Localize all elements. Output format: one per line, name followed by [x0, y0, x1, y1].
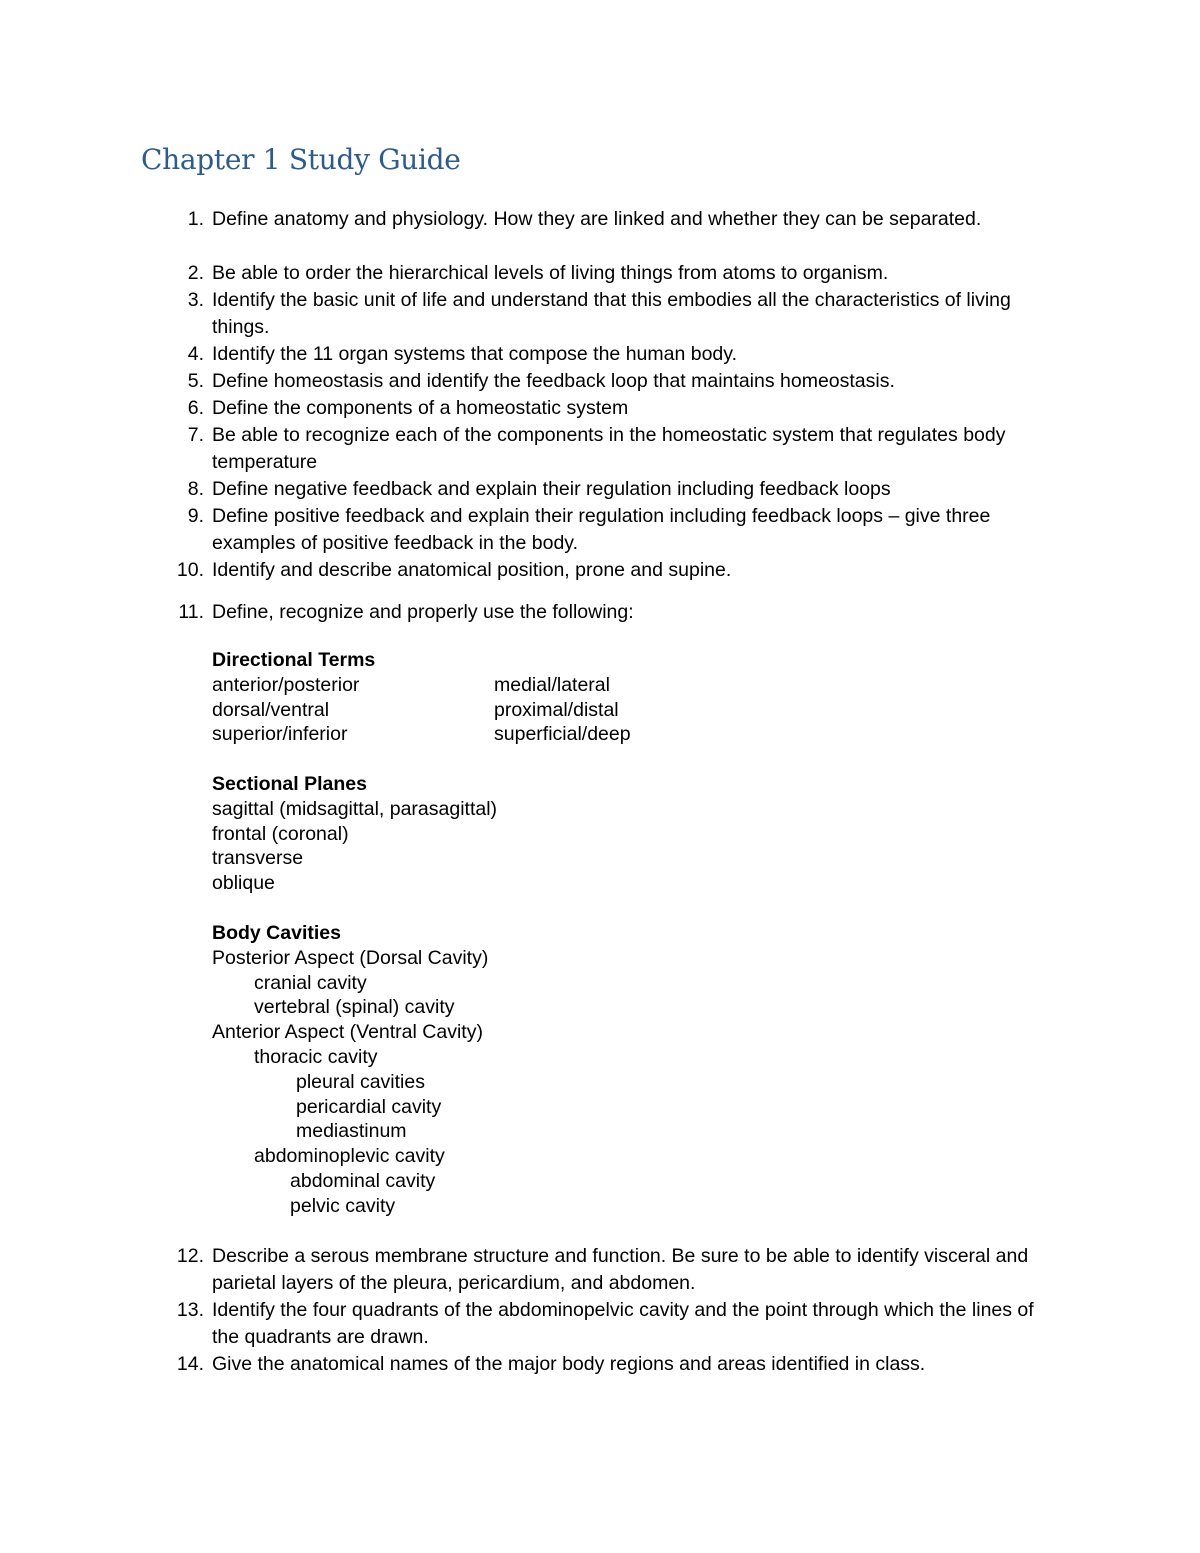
question-item	[160, 395, 1060, 422]
question-text: Define positive feedback and explain their regulation including feedback loops – give three examples of positive feedback in the body.	[212, 505, 991, 554]
sectional-planes-section	[212, 772, 497, 896]
question-text: Define negative feedback and explain their regulation including feedback loops	[212, 478, 891, 500]
question-text: Be able to recognize each of the components in the homeostatic system that regulates body temperature	[212, 424, 1006, 473]
cavity-item: abdominoplevic cavity	[254, 1145, 445, 1168]
question-text: Identify the basic unit of life and understand that this embodies all the characteristics of living things.	[212, 289, 1011, 338]
page-title: Chapter 1 Study Guide	[141, 143, 461, 176]
question-text: Define, recognize and properly use the following:	[212, 601, 634, 623]
question-text: Define the components of a homeostatic system	[212, 397, 629, 419]
term-right: medial/lateral	[494, 673, 610, 696]
question-number: 6.	[187, 397, 204, 419]
question-item	[160, 422, 1060, 476]
cavity-item: mediastinum	[296, 1120, 407, 1143]
plane-item: oblique	[212, 872, 275, 895]
question-item	[160, 260, 1060, 287]
question-item	[160, 287, 1060, 341]
term-row	[212, 722, 631, 747]
term-row	[212, 698, 631, 723]
question-item	[160, 1351, 1060, 1378]
question-number: 5.	[187, 370, 204, 392]
question-item	[160, 341, 1060, 368]
question-text: Identify and describe anatomical position, prone and supine.	[212, 559, 732, 581]
plane-item: transverse	[212, 847, 304, 870]
question-number: 10.	[176, 559, 204, 581]
term-right: proximal/distal	[494, 698, 619, 721]
question-item	[160, 503, 1060, 557]
plane-item: sagittal (midsagittal, parasagittal)	[212, 797, 498, 820]
question-number: 8.	[187, 478, 204, 500]
cavity-item: Anterior Aspect (Ventral Cavity)	[212, 1021, 483, 1044]
cavity-item: thoracic cavity	[254, 1045, 378, 1068]
cavity-item: pericardial cavity	[296, 1095, 442, 1118]
section-heading: Sectional Planes	[212, 773, 367, 795]
term-left: dorsal/ventral	[212, 698, 330, 721]
question-number: 9.	[187, 505, 204, 527]
cavity-item: vertebral (spinal) cavity	[254, 996, 455, 1019]
term-row	[212, 673, 631, 698]
question-item	[160, 368, 1060, 395]
question-item	[160, 1243, 1060, 1297]
question-number: 13.	[176, 1299, 204, 1321]
section-heading: Body Cavities	[212, 922, 341, 944]
section-heading: Directional Terms	[212, 649, 376, 671]
question-text: Give the anatomical names of the major body regions and areas identified in class.	[212, 1353, 926, 1375]
plane-item: frontal (coronal)	[212, 822, 349, 845]
question-number: 1.	[187, 208, 204, 230]
question-text: Define homeostasis and identify the feedback loop that maintains homeostasis.	[212, 370, 895, 392]
question-item	[160, 476, 1060, 503]
term-left: anterior/posterior	[212, 673, 360, 696]
question-text: Identify the four quadrants of the abdominopelvic cavity and the point through which the lines of the quadrants are drawn.	[212, 1299, 1034, 1348]
question-number: 14.	[176, 1353, 204, 1375]
cavity-item: abdominal cavity	[290, 1169, 436, 1192]
directional-terms-section	[212, 648, 631, 747]
term-right: superficial/deep	[494, 723, 631, 746]
cavity-item: cranial cavity	[254, 971, 367, 994]
question-item	[160, 599, 1060, 626]
question-text: Define anatomy and physiology. How they are linked and whether they can be separated.	[212, 208, 982, 230]
question-text: Be able to order the hierarchical levels of living things from atoms to organism.	[212, 262, 889, 284]
body-cavities-section	[212, 921, 488, 1219]
cavity-item: Posterior Aspect (Dorsal Cavity)	[212, 946, 489, 969]
question-item	[160, 206, 1060, 233]
question-number: 12.	[176, 1245, 204, 1267]
question-number: 11.	[178, 601, 204, 623]
question-text: Describe a serous membrane structure and function. Be sure to be able to identify visceral and parietal layers of the pleura, pericardium, and abdomen.	[212, 1245, 1029, 1294]
question-number: 4.	[187, 343, 204, 365]
question-number: 3.	[187, 289, 204, 311]
question-text: Identify the 11 organ systems that compose the human body.	[212, 343, 737, 365]
cavity-item: pelvic cavity	[290, 1194, 396, 1217]
question-item	[160, 1297, 1060, 1351]
question-number: 2.	[187, 262, 204, 284]
term-left: superior/inferior	[212, 723, 348, 746]
question-item	[160, 557, 1060, 584]
question-number: 7.	[187, 424, 204, 446]
cavity-item: pleural cavities	[296, 1070, 425, 1093]
